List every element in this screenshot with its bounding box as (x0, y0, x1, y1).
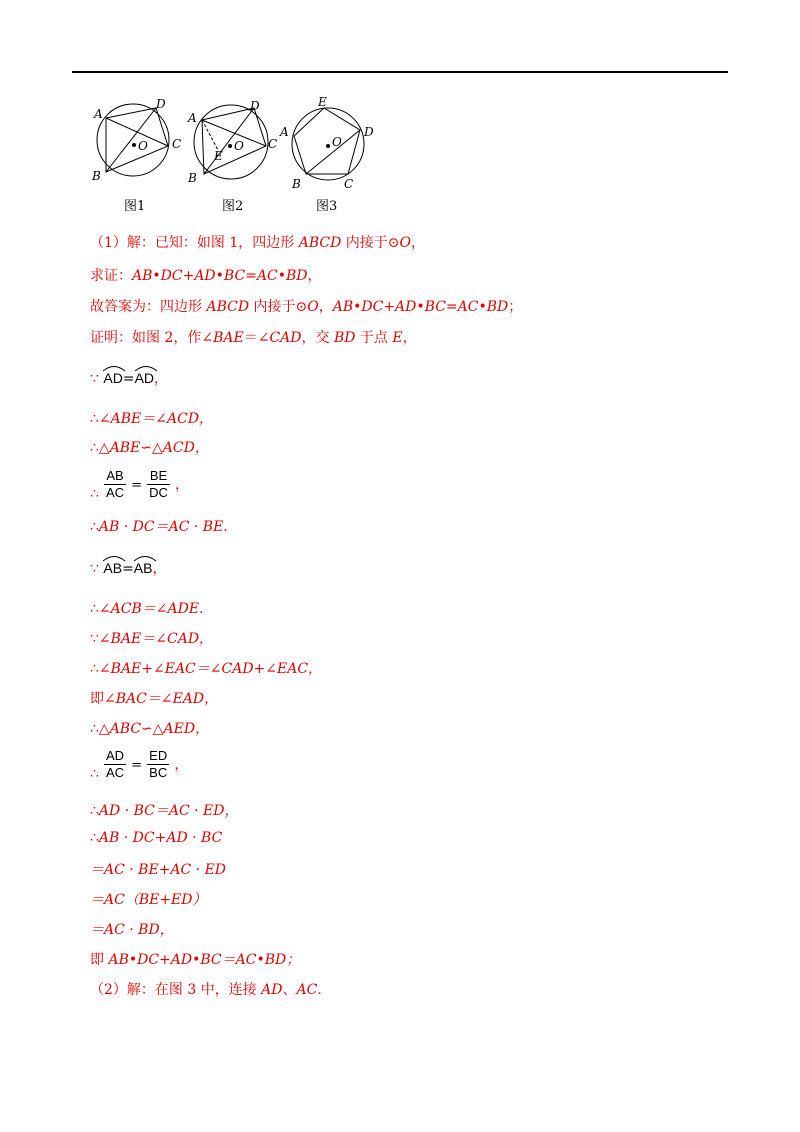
therefore-frac-1: ∴ (90, 486, 99, 502)
line-angle-acb: ∴∠ACB＝∠ADE. (90, 601, 204, 617)
line-angle-bae: ∵∠BAE＝∠CAD， (90, 631, 214, 647)
figure-1-caption: 图1 (124, 199, 146, 214)
fig3-label-o: O (332, 135, 342, 149)
fig1-quadrilateral (106, 108, 168, 172)
fig2-label-c: C (268, 137, 278, 151)
fraction-row-2: $\frac{AD}{AC}$ = $\frac{ED}{BC}$ ， (106, 748, 189, 780)
fig2-dashed-ae (202, 120, 218, 150)
line-product-1: ∴AB · DC＝AC · BE. (90, 519, 228, 535)
fig2-label-b: B (188, 171, 197, 185)
line-prove: 求证：AB•DC+AD•BC=AC•BD， (90, 268, 322, 284)
arc-ad-left: AD (103, 366, 122, 386)
fig3-label-e: E (318, 96, 327, 109)
figure-2-caption: 图2 (222, 199, 244, 214)
line-arc-ad: ∵ AD= AD， (90, 366, 168, 388)
figure-2-diagram (184, 96, 286, 188)
fraction-row-1: $\frac{AB}{AC}$ = $\frac{BE}{DC}$ ， (106, 468, 190, 500)
fig3-center-dot (326, 144, 330, 148)
arc-ab-right: AB (134, 556, 153, 576)
line-sum-step-1: ＝AC · BE+AC · ED (90, 862, 227, 878)
fig2-label-e: E (214, 149, 223, 163)
fig1-label-c: C (172, 137, 182, 151)
fig2-label-a: A (188, 111, 197, 125)
line-similar-1: ∴△ABE∽△ACD， (90, 440, 209, 456)
fig1-center-dot (132, 143, 136, 147)
fig1-diagonal-bd (106, 108, 156, 172)
fig3-label-d: D (364, 125, 374, 139)
fig2-center-dot (228, 144, 232, 148)
fig3-label-b: B (292, 177, 301, 191)
figure-3-diagram (278, 96, 382, 192)
line-angle-sum: ∴∠BAE+∠EAC＝∠CAD+∠EAC， (90, 661, 323, 677)
line-part-2: （2）解：在图 3 中，连接 AD、AC. (90, 982, 322, 998)
header-rule (72, 71, 728, 73)
fig2-label-d: D (250, 99, 260, 113)
line-sum-start: ∴AB · DC+AD · BC (90, 830, 223, 846)
fig2-label-o: O (234, 139, 244, 153)
fig1-label-d: D (156, 97, 166, 111)
line-proof-start: 证明：如图 2，作∠BAE＝∠CAD，交 BD 于点 E， (90, 330, 417, 346)
fig3-label-c: C (344, 177, 354, 191)
fig1-label-o: O (138, 139, 148, 153)
therefore-frac-2: ∴ (90, 766, 99, 782)
arc-ad-right: AD (135, 366, 154, 386)
figure-1-diagram (88, 96, 190, 188)
line-similar-2: ∴△ABC∽△AED， (90, 721, 210, 737)
fig1-label-b: B (92, 169, 101, 183)
line-answer: 故答案为：四边形 ABCD 内接于⊙O，AB•DC+AD•BC=AC•BD； (90, 299, 523, 315)
line-product-2: ∴AD · BC＝AC · ED， (90, 803, 239, 819)
line-sum-step-3: ＝AC · BD， (90, 922, 174, 938)
line-conclusion: 即 AB•DC+AD•BC＝AC•BD； (90, 952, 301, 968)
figure-3-caption: 图3 (316, 199, 338, 214)
line-angle-bac: 即∠BAC＝∠EAD， (90, 691, 219, 707)
line-angle-abe: ∴∠ABE＝∠ACD， (90, 411, 214, 427)
line-arc-ab: ∵ AB= AB， (90, 556, 166, 578)
line-sum-step-2: ＝AC（BE+ED） (90, 892, 207, 908)
arc-ab-left: AB (103, 556, 122, 576)
line-known: （1）解：已知：如图 1，四边形 ABCD 内接于⊙O， (90, 235, 425, 251)
fig3-label-a: A (280, 125, 289, 139)
fig1-label-a: A (94, 107, 103, 121)
